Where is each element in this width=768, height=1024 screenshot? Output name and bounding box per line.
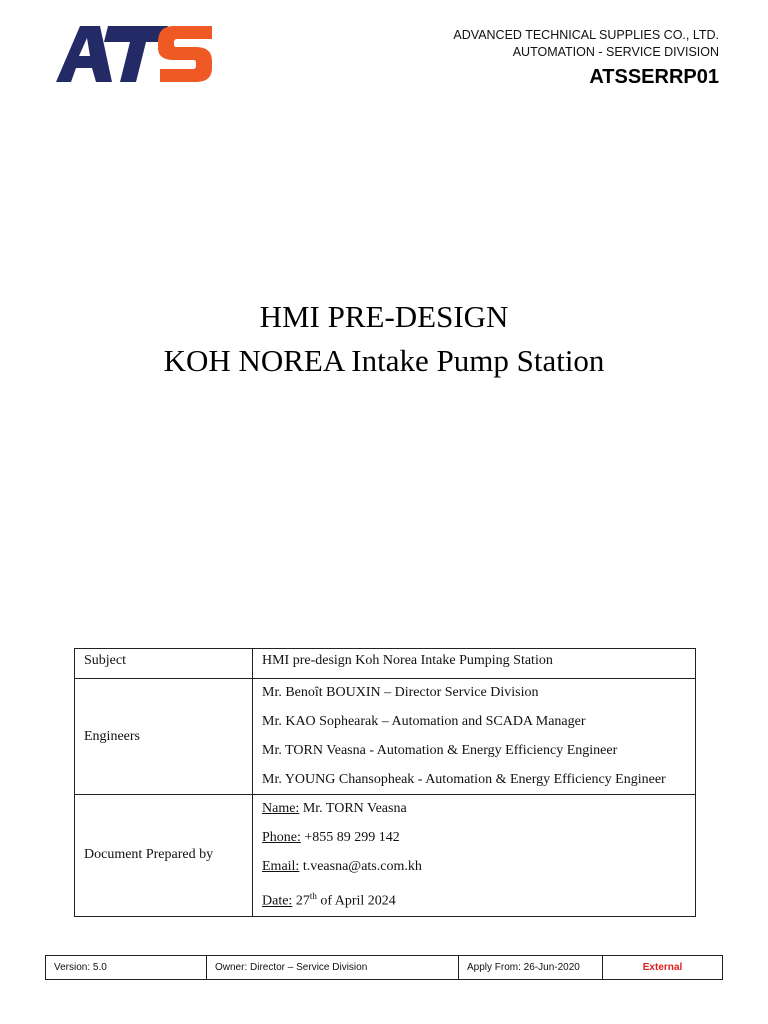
document-info-table xyxy=(74,648,696,917)
name-value: Mr. TORN Veasna xyxy=(299,801,407,816)
document-subtitle: KOH NOREA Intake Pump Station xyxy=(163,343,605,378)
subject-row xyxy=(75,649,696,679)
email-value: t.veasna@ats.com.kh xyxy=(299,859,422,874)
logo-letter-s xyxy=(158,26,212,82)
document-title: HMI PRE-DESIGN xyxy=(259,299,509,334)
phone-value: +855 89 299 142 xyxy=(300,830,400,845)
engineer-item: Mr. TORN Veasna - Automation & Energy Efficiency Engineer xyxy=(262,743,618,758)
document-code: ATSSERRP01 xyxy=(589,66,719,88)
date-rest: of April 2024 xyxy=(316,893,396,909)
engineer-item: Mr. Benoît BOUXIN – Director Service Division xyxy=(262,685,539,700)
footer-row xyxy=(46,956,723,980)
prepared-by-label: Document Prepared by xyxy=(75,795,253,917)
phone-label: Phone: xyxy=(262,830,301,845)
email-label: Email: xyxy=(262,859,300,874)
subject-value: HMI pre-design Koh Norea Intake Pumping Station xyxy=(253,649,696,679)
date-suffix: th xyxy=(309,891,317,901)
preparer-email xyxy=(262,857,687,877)
document-footer xyxy=(45,955,723,980)
company-division: AUTOMATION - SERVICE DIVISION xyxy=(512,45,719,59)
engineer-item: Mr. YOUNG Chansopheak - Automation & Energy Efficiency Engineer xyxy=(262,772,666,787)
company-name: ADVANCED TECHNICAL SUPPLIES CO., LTD. xyxy=(453,28,719,42)
footer-apply-from: Apply From: 26-Jun-2020 xyxy=(459,956,603,980)
subject-label: Subject xyxy=(75,649,253,679)
date-day: 27 xyxy=(292,893,310,909)
prepared-by-details xyxy=(253,795,696,917)
preparer-phone xyxy=(262,828,687,848)
preparer-date xyxy=(262,886,687,912)
footer-version: Version: 5.0 xyxy=(46,956,207,980)
ats-logo xyxy=(56,24,214,84)
engineers-label: Engineers xyxy=(75,679,253,795)
company-header xyxy=(453,27,719,61)
prepared-by-row xyxy=(75,795,696,917)
preparer-name xyxy=(262,799,687,819)
engineers-list xyxy=(253,679,696,795)
engineers-row xyxy=(75,679,696,795)
name-label: Name: xyxy=(262,801,300,816)
footer-owner: Owner: Director – Service Division xyxy=(207,956,459,980)
date-label: Date: xyxy=(262,893,293,909)
footer-classification: External xyxy=(603,956,723,980)
engineer-item: Mr. KAO Sophearak – Automation and SCADA Manager xyxy=(262,714,586,729)
logo-letter-t xyxy=(104,26,168,82)
